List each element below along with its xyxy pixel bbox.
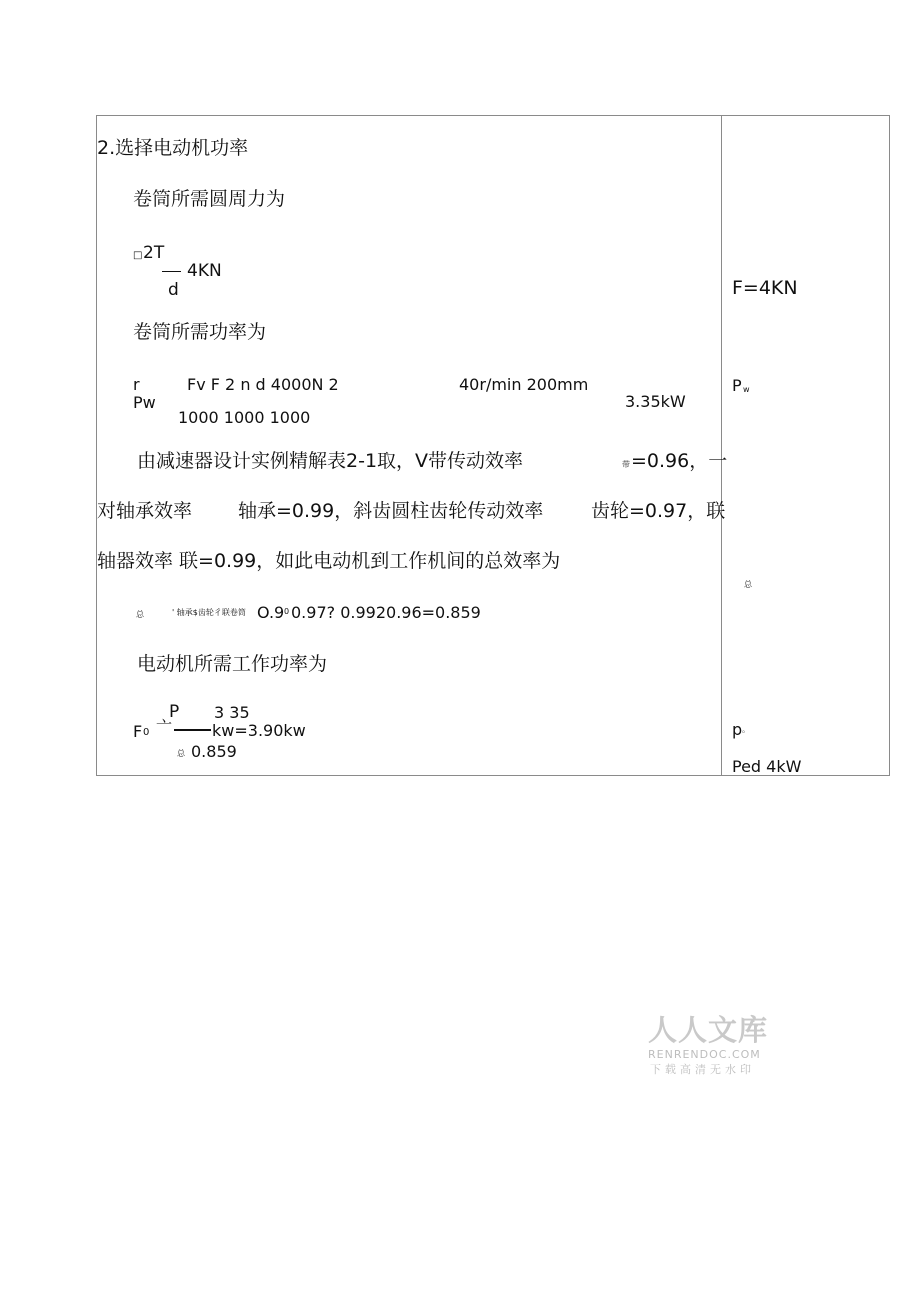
motor-formula-numerator-right: 3 35 [214,703,250,722]
motor-power-intro: 电动机所需工作功率为 [137,653,328,675]
motor-formula-denom-sub: 总 [177,749,185,758]
force-formula-numerator: 2T [143,243,165,263]
column-divider [721,115,722,776]
result-pd: p [732,720,743,739]
force-intro-text: 卷筒所需圆周力为 [133,188,286,210]
power-formula-numerator-right: 40r/min 200mm [459,375,589,394]
result-total-label: 总 [744,580,752,589]
motor-formula-numerator: P [169,702,180,722]
power-formula-denominator: 1000 1000 1000 [178,408,311,427]
force-formula-result: 4KN [187,261,222,281]
power-formula-lhs: Pw [133,393,156,412]
result-force: F=4KN [732,277,798,299]
watermark-domain: RENRENDOC.COM [648,1048,761,1061]
total-efficiency-sup: 0 [284,607,290,616]
efficiency-belt-value: =0.96，一 [631,450,728,472]
watermark-subtitle: 下载高清无水印 [650,1063,755,1076]
total-efficiency-rest: 0.97? 0.9920.96=0.859 [291,603,481,622]
motor-formula-denominator: 0.859 [191,742,237,761]
force-formula-lhs: □ [133,250,143,261]
efficiency-line-2c: 齿轮=0.97，联 [591,500,726,522]
efficiency-line-3: 轴器效率 联=0.99，如此电动机到工作机间的总效率为 [97,550,561,572]
total-efficiency-subscripts: ' 轴承$齿轮彳联卷筒 [172,608,246,617]
calculation-table [96,115,890,776]
efficiency-line-2a: 对轴承效率 [97,500,193,522]
efficiency-belt-sub: 带 [622,460,630,469]
power-formula-result: 3.35kW [625,392,686,411]
force-fraction-bar [162,271,181,272]
watermark-title: 人人文库 [648,1013,769,1047]
motor-formula-lhs: F [133,722,143,741]
power-intro-text: 卷筒所需功率为 [133,321,267,343]
result-pd-sub: 。 [742,725,750,734]
efficiency-line-1: 由减速器设计实例精解表2-1取，V带传动效率 [137,450,524,472]
result-pw-sub: w [743,385,750,394]
total-efficiency-prefix: 总 [136,610,144,619]
motor-formula-lhs-sub: 0 [143,727,150,738]
force-formula-denominator: d [168,280,179,300]
total-efficiency-value: O.9 [257,603,285,622]
efficiency-line-2b: 轴承=0.99，斜齿圆柱齿轮传动效率 [238,500,544,522]
power-formula-numerator: Fv F 2 n d 4000N 2 [187,375,339,394]
power-formula-r: r [133,375,140,394]
motor-formula-result: kw=3.90kw [212,721,306,740]
motor-formula-eq-glyph: 亠 [156,717,173,736]
result-ped: Ped 4kW [732,757,802,776]
result-pw: P [732,376,742,395]
section-title: 2.选择电动机功率 [97,137,249,159]
motor-fraction-bar [174,729,211,731]
